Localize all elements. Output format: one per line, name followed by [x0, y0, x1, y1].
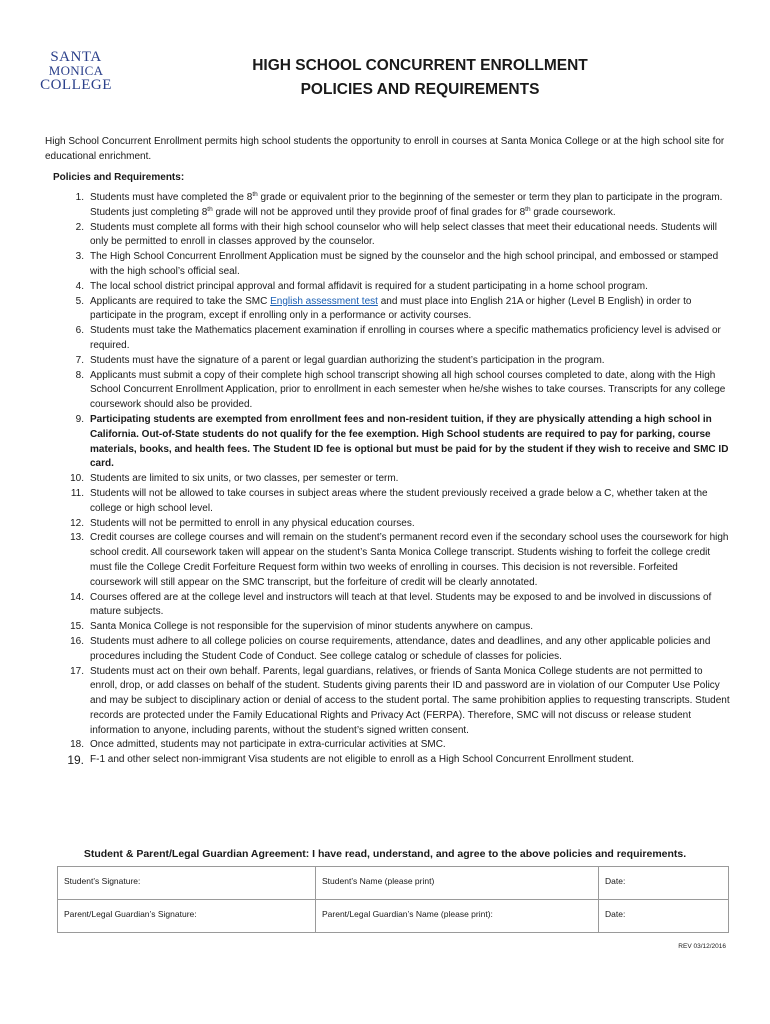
item-number: 1. — [75, 192, 84, 203]
item-text: Participating students are exempted from enrollment fees and non-resident tuition, if they are physically attending a high school in California. Out-of-State students do not qualify for the fee exemption. High School students are required to pay for parking, course materials, books, and health fees. The Student ID fee is optional but must be paid for by the student if they wish to receive and SMC ID card. — [90, 413, 729, 470]
item-text: and must place into English 21A or higher (Level B English) in order to participate in the program, except if enrolling only in a performance or activity courses. — [90, 295, 692, 322]
logo-line-3: COLLEGE — [40, 77, 112, 93]
item-number: 9. — [75, 413, 84, 425]
item-text: Courses offered are at the college level and instructors will teach at that level. Students may be exposed to and be involved in discussions of mature subjects. — [90, 591, 712, 618]
list-item — [0, 369, 730, 413]
item-text: Students will not be allowed to take courses in subject areas where the student previously received a grade below a C, whether taken at the college or high school level. — [90, 487, 708, 514]
signature-table — [57, 866, 729, 933]
student-date-field[interactable]: Date: — [599, 867, 729, 900]
item-number: 6. — [75, 325, 84, 337]
item-number: 19. — [67, 753, 84, 768]
item-number: 17. — [70, 665, 84, 677]
list-item — [0, 413, 730, 472]
list-item — [0, 472, 730, 487]
item-text: Once admitted, students may not participate in extra-curricular activities at SMC. — [90, 739, 446, 751]
item-text: Credit courses are college courses and will remain on the student’s permanent record even if the secondary school uses the coursework for high school credit. All coursework taken will appear on the student’s Santa Monica College transcript. Students wishing to forfeit the college credit must file the College Credit Forfeiture Request form within two weeks of enrolling in courses. This decision is not reversible. Forfeited coursework will still appear on the SMC transcript, but the forfeiture of credit will be clearly annotated. — [90, 532, 729, 588]
item-text: Students must have the signature of a parent or legal guardian authorizing the student’s participation in the program. — [90, 354, 605, 366]
item-text: Students must take the Mathematics placement examination if enrolling in courses where a specific mathematics proficiency level is advised or required. — [90, 325, 721, 351]
item-number: 14. — [70, 591, 84, 603]
list-item — [0, 280, 730, 295]
guardian-name-field[interactable]: Parent/Legal Guardian’s Name (please print): — [316, 900, 599, 933]
table-row — [58, 900, 729, 933]
college-logo — [40, 50, 112, 92]
superscript: th — [525, 205, 531, 213]
list-item — [0, 620, 730, 635]
student-name-field[interactable]: Student’s Name (please print) — [316, 867, 599, 900]
item-number: 3. — [75, 251, 84, 263]
item-number: 8. — [75, 369, 84, 381]
policy-list — [0, 191, 770, 768]
intro-paragraph: High School Concurrent Enrollment permits high school students the opportunity to enroll in courses at Santa Monica College or at the high school site for educational enrichment. — [45, 136, 725, 162]
list-item — [0, 531, 730, 590]
revision-date: REV 03/12/2016 — [678, 943, 726, 950]
item-text: Students must adhere to all college policies on course requirements, attendance, dates and deadlines, and any other applicable policies and procedures including the Student Code of Conduct. See college catalog or schedule of classes for policies. — [90, 635, 711, 662]
item-text: Santa Monica College is not responsible for the supervision of minor students anywhere on campus. — [90, 621, 534, 633]
item-text: Students must complete all forms with their high school counselor who will help select classes that meet their educational needs. Students will only be permitted to enroll in classes approved by the counselor. — [90, 221, 717, 248]
student-signature-field[interactable]: Student’s Signature: — [58, 867, 316, 900]
list-item — [0, 753, 730, 768]
item-number: 4. — [75, 280, 84, 292]
list-item — [0, 191, 730, 221]
item-text: Students are limited to six units, or two classes, per semester or term. — [90, 473, 399, 485]
list-item — [0, 665, 730, 739]
item-text: The High School Concurrent Enrollment Application must be signed by the counselor and the high school principal, and embossed or stamped with the high school’s official seal. — [90, 251, 719, 277]
item-number: 13. — [70, 532, 84, 544]
list-item — [0, 221, 730, 251]
item-number: 18. — [70, 739, 84, 751]
item-text: grade coursework. — [530, 206, 616, 218]
english-assessment-link[interactable]: English assessment test — [270, 295, 378, 307]
item-number: 7. — [75, 354, 84, 366]
item-text: grade will not be approved until they provide proof of final grades for 8 — [212, 206, 526, 218]
item-text: Students must have completed the 8 — [90, 192, 253, 203]
superscript: th — [207, 205, 213, 213]
item-number: 2. — [75, 221, 84, 233]
item-number: 11. — [70, 487, 84, 499]
logo-line-2: MONICA — [48, 63, 104, 78]
list-item — [0, 738, 730, 753]
item-text: F-1 and other select non-immigrant Visa students are not eligible to enroll as a High School Concurrent Enrollment student. — [90, 754, 634, 766]
item-number: 16. — [70, 635, 84, 647]
list-item — [0, 250, 730, 280]
item-number: 12. — [70, 517, 84, 529]
guardian-signature-field[interactable]: Parent/Legal Guardian’s Signature: — [58, 900, 316, 933]
list-item — [0, 324, 730, 354]
list-item — [0, 517, 730, 532]
guardian-date-field[interactable]: Date: — [599, 900, 729, 933]
item-text: The local school district principal approval and formal affidavit is required for a student participating in a home school program. — [90, 280, 648, 292]
list-item — [0, 591, 730, 621]
item-number: 10. — [70, 473, 84, 485]
list-item — [0, 354, 730, 369]
title-line-2: POLICIES AND REQUIREMENTS — [300, 81, 540, 98]
superscript: th — [252, 191, 258, 198]
logo-line-1: SANTA — [50, 49, 102, 65]
item-text: Applicants must submit a copy of their complete high school transcript showing all high school courses completed to date, along with the High School Concurrent Enrollment Application, prior to enrollment in each semester when he/she wishes to take courses. Transcripts for any college coursework should also be provided. — [90, 369, 726, 411]
list-item — [0, 295, 730, 325]
policies-heading: Policies and Requirements: — [53, 172, 185, 183]
item-text: Students will not be permitted to enroll in any physical education courses. — [90, 517, 415, 529]
item-number: 15. — [70, 621, 84, 633]
title-line-1: HIGH SCHOOL CONCURRENT ENROLLMENT — [252, 57, 588, 74]
list-item — [0, 487, 730, 517]
page-title — [170, 54, 670, 102]
table-row — [58, 867, 729, 900]
agreement-statement: Student & Parent/Legal Guardian Agreement: I have read, understand, and agree to the above policies and requirements. — [83, 848, 687, 860]
item-text: Applicants are required to take the SMC — [90, 295, 271, 307]
list-item — [0, 635, 730, 665]
item-text: grade or equivalent prior to the beginning of the semester or term they plan to participate in the program. Students just completing 8 — [90, 192, 723, 218]
item-text: Students must act on their own behalf. Parents, legal guardians, relatives, or friends of Santa Monica College students are not permitted to enroll, drop, or add classes on behalf of the student. Students giving parents their ID and password are in violation of our Computer Use Policy and may be subject to disciplinary action or denial of access to the student portal. The same prohibition applies to requesting transcripts. Student records are protected under the Family Educational Rights and Privacy Act (FERPA). Therefore, SMC will not discuss or release student information to anyone, including parents, without the student’s signed written consent. — [90, 665, 730, 736]
item-number: 5. — [75, 295, 84, 307]
